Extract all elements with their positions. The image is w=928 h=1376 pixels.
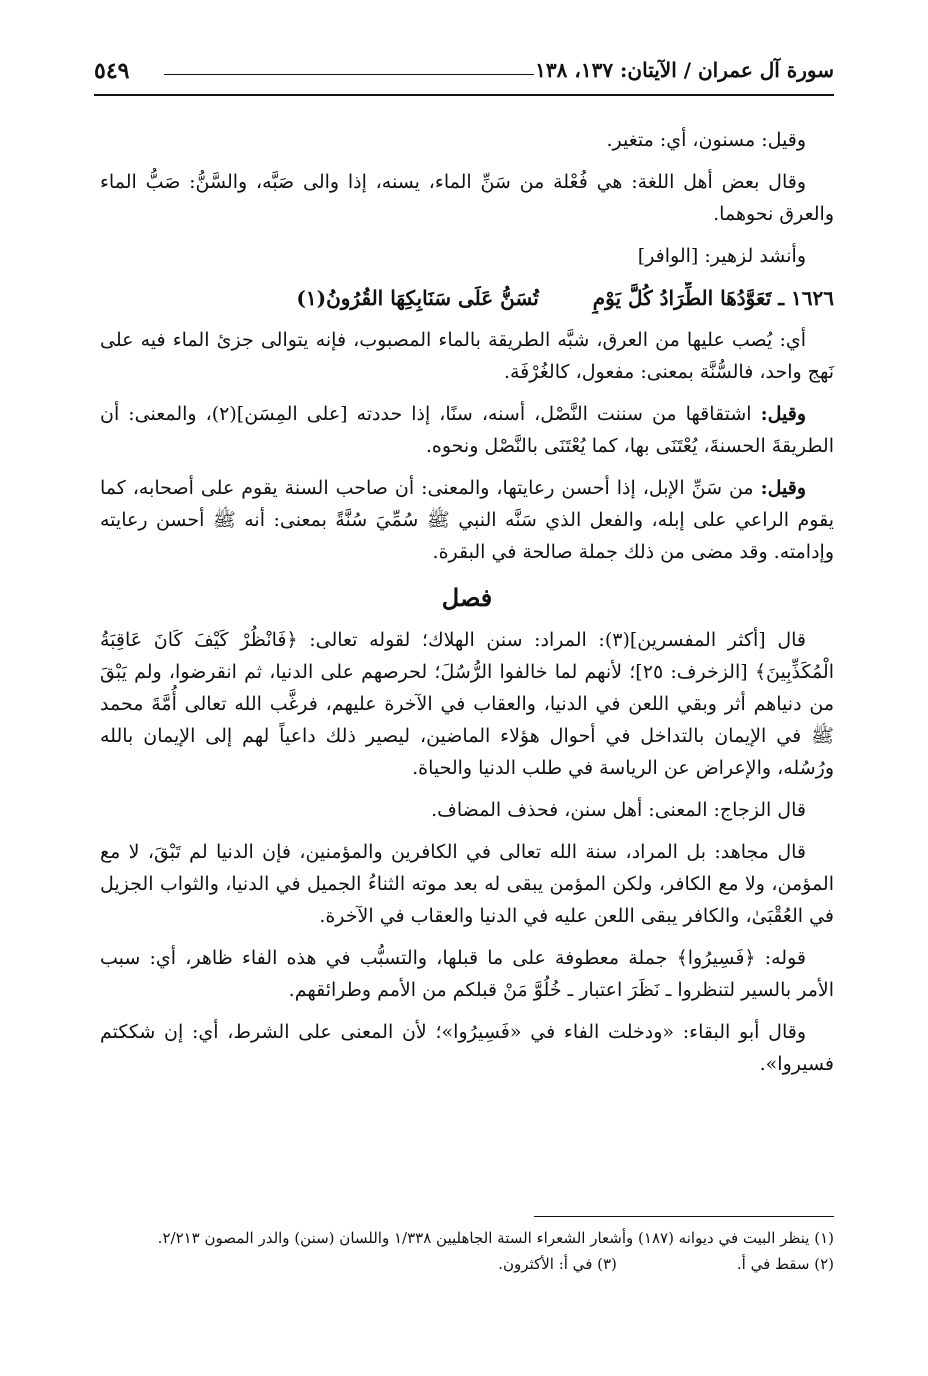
page-number: ٥٤٩ [94, 58, 130, 84]
main-text [100, 124, 834, 1090]
footnote-1: (١) ينظر البيت في ديوانه (١٨٧) وأشعار الشعراء الستة الجاهليين ١/٣٣٨ واللسان (سنن) والدر المصون ٢/٢١٣. [157, 1229, 834, 1247]
footnote-separator [534, 1216, 834, 1217]
section-heading: فصل [441, 583, 493, 612]
paragraph [100, 472, 834, 568]
verse-first-hemistich: تَعَوَّدُهَا الطِّرَادُ كُلَّ يَوْمٍ [592, 286, 772, 310]
poetry-verse [100, 282, 834, 314]
paragraph: قوله: ﴿فَسِيرُوا﴾ جملة معطوفة على ما قبلها، والتسبُّب في هذه الفاء ظاهر، أي: سبب الأمر بالسير لتنظروا ـ نَظَرَ اعتبار ـ خُلُوَّ مَنْ قبلكم من الأمم وطرائقهم. [100, 947, 834, 1001]
paragraph [100, 398, 834, 462]
paragraph: وأنشد لزهير: [الوافر] [637, 245, 806, 267]
running-title: سورة آل عمران / الآيتان: ١٣٧، ١٣٨ [535, 58, 834, 82]
verse-second-hemistich: تُسَنُّ عَلَى سَنَابِكِهَا القُرُونُ(١) [296, 286, 539, 310]
footnote-2: (٢) سقط في أ. [736, 1255, 834, 1273]
paragraph-text: من سَنِّ الإبل، إذا أحسن رعايتها، والمعنى: أن صاحب السنة يقوم على أصحابه، كما يقوم الراعي على إبله، والفعل الذي سَنَّه النبي ﷺ سُمِّيَ سُنَّةً بمعنى: أنه ﷺ أحسن رعايته وإدامته. وقد مضى من ذلك جملة صالحة في البقرة. [100, 477, 834, 563]
header-rule [164, 74, 534, 75]
paragraph: وقال أبو البقاء: «ودخلت الفاء في «فَسِيرُوا»؛ لأن المعنى على الشرط، أي: إن شككتم فسيروا». [100, 1021, 834, 1075]
paragraph-text: اشتقاقها من سننت النَّصْل، أسنه، سنًا، إذا حددته [على المِسَن](٢)، والمعنى: أن الطريقةَ الحسنةَ، يُعْتَنَى بها، كما يُعْتَنَى بالنَّصْل ونحوه. [100, 403, 834, 457]
footnote-row [100, 1251, 834, 1277]
paragraph: قال [أكثر المفسرين](٣): المراد: سنن الهلاك؛ لقوله تعالى: ﴿فَانْظُرْ كَيْفَ كَانَ عَاقِبَةُ الْمُكَذِّبِينَ﴾ [الزخرف: ٢٥]؛ لأنهم لما خالفوا الرُّسُلَ؛ لحرصهم على الدنيا، ثم انقرضوا، ولم يَبْقَ من دنياهم أثر وبقي اللعن في الدنيا، والعقاب في الآخرة عليهم، فرغَّب الله تعالى أُمَّةَ محمد ﷺ في الإيمان بالتداخل في أحوال هؤلاء الماضين، ليصير ذلك داعياً لهم إلى الإيمان بالله ورُسُله، والإعراض عن الرياسة في طلب الدنيا والحياة. [100, 629, 834, 779]
verse-number: ١٦٢٦ ـ [778, 286, 834, 310]
paragraph-lead: وقيل: [760, 403, 806, 425]
footnotes [100, 1216, 834, 1277]
paragraph: وقيل: مسنون، أي: متغير. [606, 129, 806, 151]
paragraph: قال مجاهد: بل المراد، سنة الله تعالى في الكافرين والمؤمنين، فإن الدنيا لم تَبْقَ، لا مع المؤمن، ولا مع الكافر، ولكن المؤمن يبقى له بعد موته الثناءُ الجميل في الدنيا، والثواب الجزيل في العُقْبَىٰ، والكافر يبقى اللعن عليه في الدنيا والعقاب في الآخرة. [100, 841, 834, 927]
paragraph: أي: يُصب عليها من العرق، شبَّه الطريقة بالماء المصبوب، فإنه يتوالى جزئ الماء فيه على نَهج واحد، فالسُّنَّة بمعنى: مفعول، كالغُرْفَة. [100, 329, 834, 383]
paragraph: وقال بعض أهل اللغة: هي فُعْلة من سَنِّ الماء، يسنه، إذا والى صَبَّه، والسَّنُّ: صَبُّ الماء والعرق نحوهما. [100, 171, 834, 225]
page-header [94, 58, 834, 96]
paragraph: قال الزجاج: المعنى: أهل سنن، فحذف المضاف. [431, 799, 806, 821]
footnote-3: (٣) في أ: الأكثرون. [498, 1255, 617, 1273]
paragraph-lead: وقيل: [760, 477, 806, 499]
